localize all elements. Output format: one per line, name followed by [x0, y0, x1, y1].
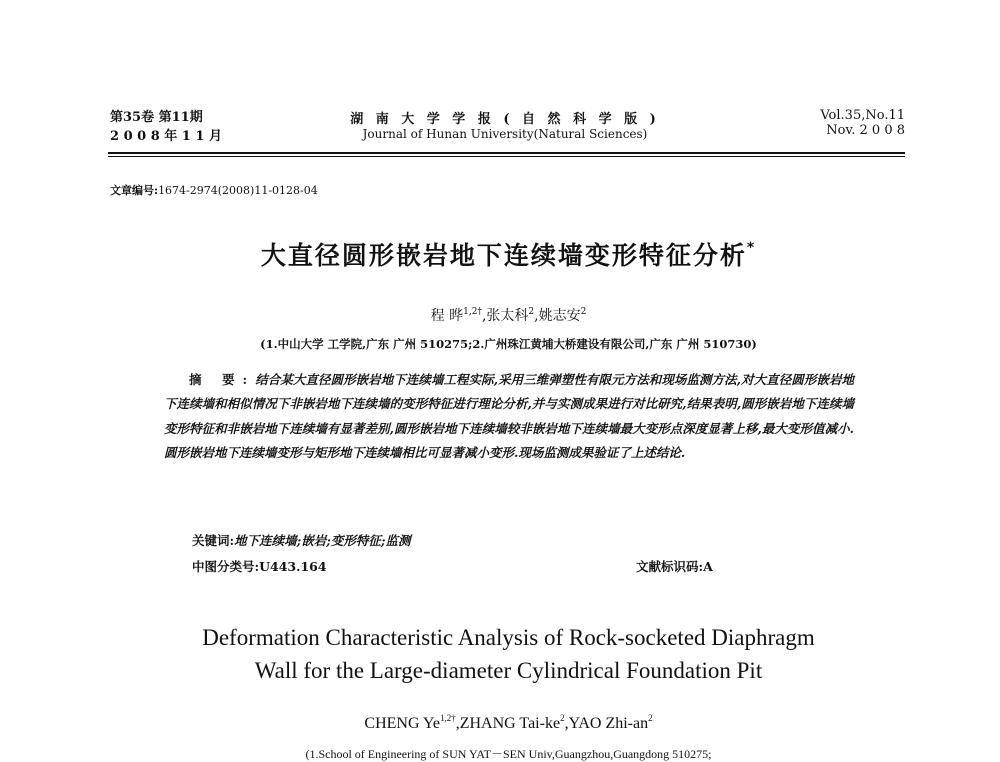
author-3-cn: ,姚志安 [534, 308, 581, 324]
header-rule-thick [108, 152, 905, 154]
title-en-line-2: Wall for the Large-diameter Cylindrical Foundation Pit [254, 658, 763, 683]
keywords-value: 地下连续墙;嵌岩;变形特征;监测 [234, 533, 411, 548]
title-cn [110, 236, 907, 272]
author-3-en-sup: 2 [648, 713, 653, 723]
journal-header-right [820, 108, 905, 138]
volume-issue-en: Vol.35,No.11 [820, 108, 905, 123]
author-1-en: CHENG Ye [364, 715, 440, 732]
date-cn: 2 0 0 8 年 1 1 月 [110, 129, 222, 144]
author-2-en-sup: 2 [560, 713, 565, 723]
journal-name-en: Journal of Hunan University(Natural Sciences) [362, 127, 648, 141]
author-2-en: ,ZHANG Tai-ke [455, 715, 561, 732]
affiliation-en: (1.School of Engineering of SUN YAT－SEN Univ,Guangzhou,Guangdong 510275; [305, 747, 712, 761]
title-en-line-1: Deformation Characteristic Analysis of Rock-socketed Diaphragm [202, 625, 815, 650]
authors-cn [110, 305, 907, 325]
author-1-en-sup: 1,2† [439, 713, 456, 723]
authors-en [110, 713, 907, 733]
journal-header-left [110, 108, 222, 146]
volume-issue-cn: 第35卷 第11期 [110, 110, 203, 125]
article-number-label: 文章编号: [110, 184, 159, 197]
keywords [192, 531, 410, 549]
document-code [636, 557, 713, 575]
journal-header-center [330, 108, 680, 141]
title-en [110, 621, 907, 687]
clc-value: U443.164 [259, 559, 327, 574]
author-3-cn-sup: 2 [580, 307, 587, 317]
author-1-cn-sup: 1,2† [463, 307, 482, 317]
author-2-cn-sup: 2 [528, 307, 535, 317]
author-3-en: ,YAO Zhi-an [564, 715, 649, 732]
title-cn-text: 大直径圆形嵌岩地下连续墙变形特征分析 [260, 241, 747, 270]
journal-name-cn: 湖 南 大 学 学 报 ( 自 然 科 学 版 ) [350, 112, 660, 127]
clc-label: 中图分类号: [192, 559, 260, 574]
title-footnote-mark: * [746, 240, 757, 256]
clc-number [192, 557, 327, 575]
author-1-cn: 程 晔 [430, 308, 464, 324]
header-rule-thin [108, 156, 905, 157]
document-code-label: 文献标识码: [636, 559, 704, 574]
keywords-label: 关键词: [192, 533, 235, 548]
abstract [164, 368, 854, 465]
affiliation-cn: (1.中山大学 工学院,广东 广州 510275;2.广州珠江黄埔大桥建设有限公司,广东 广州 510730) [260, 337, 757, 351]
author-2-cn: ,张太科 [481, 308, 529, 324]
abstract-label: 摘 要: [189, 372, 256, 387]
article-number-value: 1674-2974(2008)11-0128-04 [158, 184, 318, 197]
abstract-text: 结合某大直径圆形嵌岩地下连续墙工程实际,采用三维弹塑性有限元方法和现场监测方法,对大直径圆形嵌岩地下连续墙和相似情况下非嵌岩地下连续墙的变形特征进行理论分析,并与实测成果进行对比研究,结果表明,圆形嵌岩地下连续墙变形特征和非嵌岩地下连续墙有显著差别,圆形嵌岩地下连续墙较非嵌岩地下连续墙最大变形点深度显著上移,最大变形值减小.圆形嵌岩地下连续墙变形与矩形地下连续墙相比可显著减小变形.现场监测成果验证了上述结论. [164, 372, 854, 460]
article-number [110, 182, 318, 198]
date-en: Nov. 2 0 0 8 [826, 123, 905, 138]
document-code-value: A [703, 559, 713, 574]
